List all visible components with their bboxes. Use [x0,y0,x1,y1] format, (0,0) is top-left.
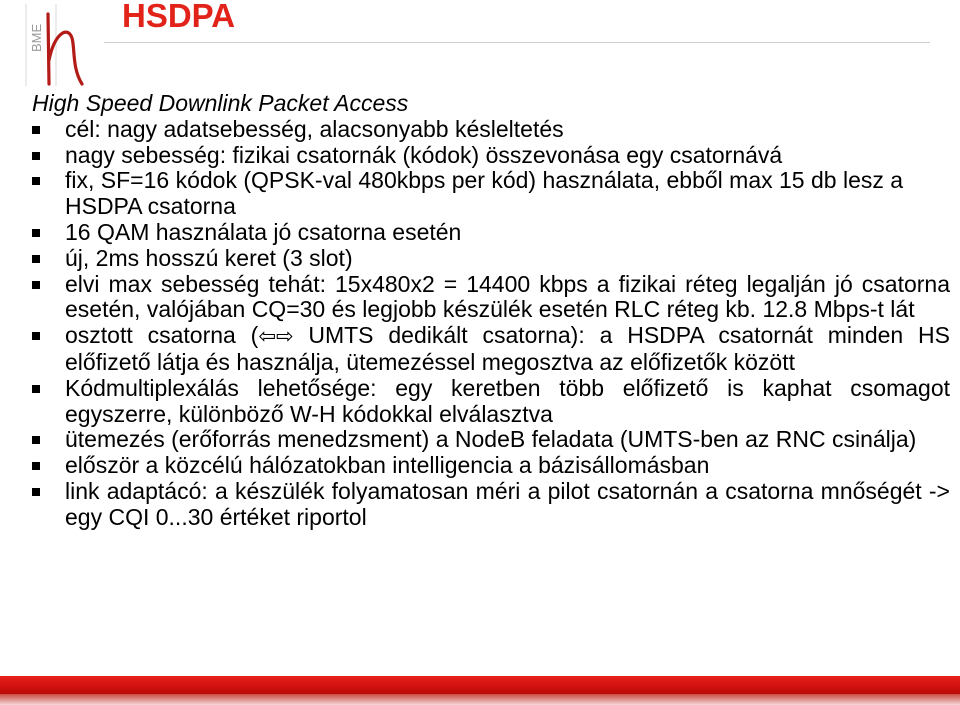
square-bullet-icon [32,126,40,134]
square-bullet-icon [32,255,40,263]
bullet-text: nagy sebesség: fizikai csatornák (kódok) összevonása egy csatornává [65,141,783,168]
bullet-text-before: osztott csatorna ( [65,322,259,349]
bullet-text: link adaptácó: a készülék folyamatosan méri a pilot csatornán a csatorna mnőségét -> egy CQI 0...30 értéket riportol [65,477,950,530]
list-item [32,246,950,272]
list-item [32,117,950,143]
bidirectional-arrow-icon: ⇦⇨ [258,324,294,349]
bme-logo [22,4,94,88]
footer-band-shadow [0,694,960,705]
bullet-text-after: UMTS dedikált csatorna): a HSDPA csatornát minden HS előfizető látja és használja, ütemezéssel megosztva az előfizetők között [65,322,950,375]
square-bullet-icon [32,385,40,393]
list-item [32,323,950,376]
list-item [32,143,950,169]
title-divider [104,42,930,43]
bullet-text: Kódmultiplexálás lehetősége: egy keretben több előfizető is kaphat csomagot egyszerre, különböző W-H kódokkal elválasztva [65,374,950,427]
bullet-text: először a közcélú hálózatokban intelligencia a bázisállomásban [65,452,710,479]
footer-band [0,676,960,694]
square-bullet-icon [32,229,40,237]
list-item [32,220,950,246]
list-item [32,453,950,479]
list-item [32,427,950,453]
bullet-list [32,117,950,531]
square-bullet-icon [32,332,40,340]
bullet-text: elvi max sebesség tehát: 15x480x2 = 14400 kbps a fizikai réteg legalján jó csatorna esetén, valójában CQ=30 és legjobb készülék esetén RLC réteg kb. 12.8 Mbps-t lát [65,270,950,323]
bullet-text: cél: nagy adatsebesség, alacsonyabb késleltetés [65,115,564,142]
square-bullet-icon [32,281,40,289]
list-item [32,479,950,531]
square-bullet-icon [32,488,40,496]
square-bullet-icon [32,436,40,444]
slide-subtitle: High Speed Downlink Packet Access [32,90,409,116]
square-bullet-icon [32,177,40,185]
square-bullet-icon [32,152,40,160]
slide-content [32,91,950,531]
bullet-text: új, 2ms hosszú keret (3 slot) [65,244,353,271]
list-item [32,168,950,220]
list-item [32,272,950,324]
bme-logo-icon [22,4,94,88]
list-item [32,376,950,428]
slide-title: HSDPA [122,0,236,34]
logo-text: BME [29,23,44,52]
bullet-text: fix, SF=16 kódok (QPSK-val 480kbps per kód) használata, ebből max 15 db lesz a HSDPA csatorna [65,167,904,220]
bullet-text: 16 QAM használata jó csatorna esetén [65,218,462,245]
square-bullet-icon [32,462,40,470]
bullet-text: ütemezés (erőforrás menedzsment) a NodeB feladata (UMTS-ben az RNC csinálja) [65,426,917,453]
